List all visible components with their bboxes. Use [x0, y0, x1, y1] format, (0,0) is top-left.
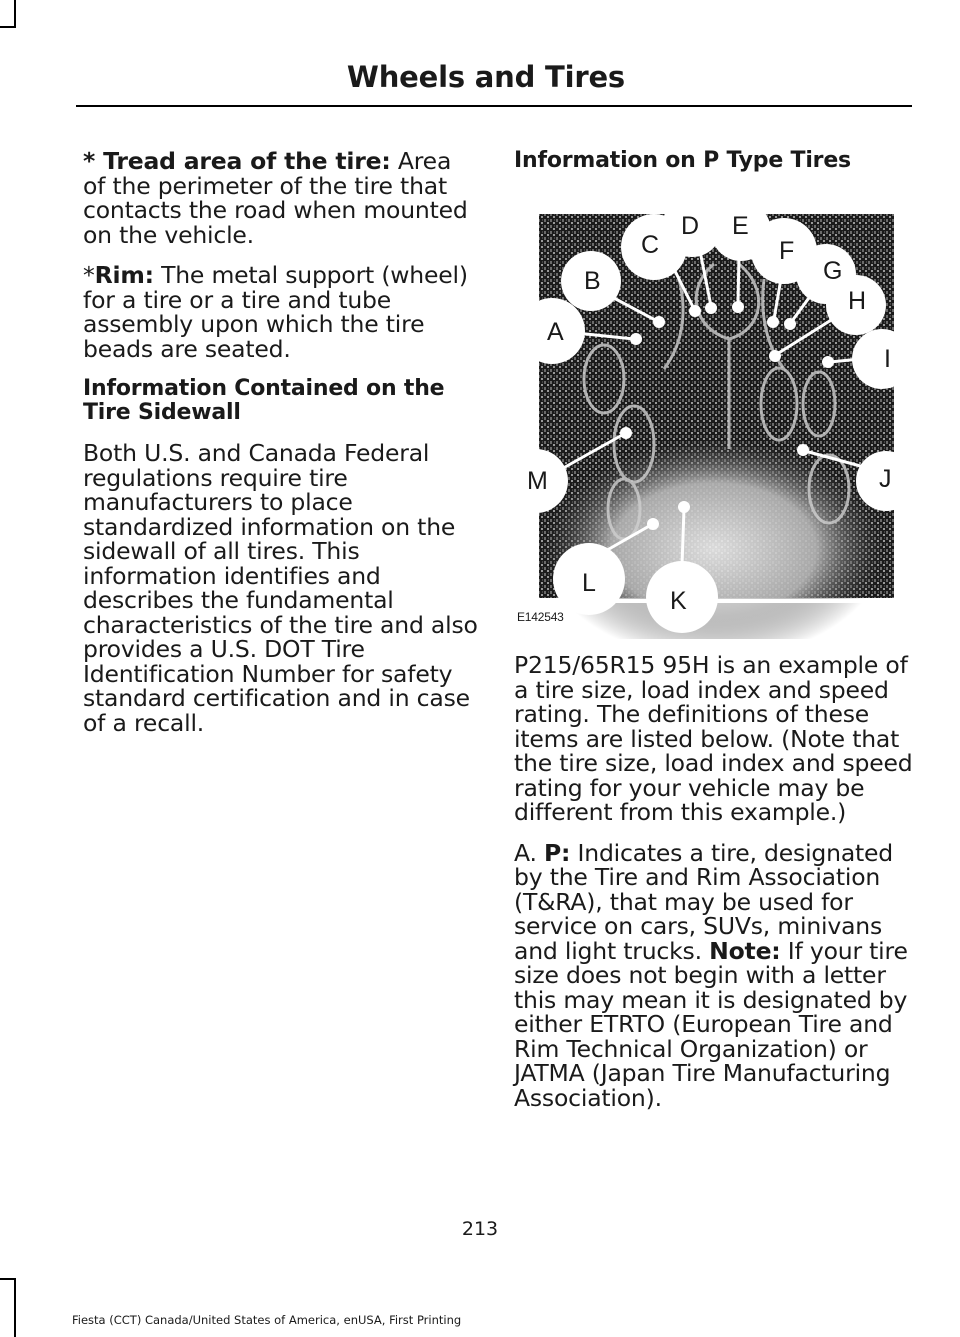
tire-sidewall-figure — [514, 189, 906, 639]
callout-j: J — [879, 465, 892, 493]
tire-size-example: P215/65R15 95H is an example of a tire size, load index and speed rating. The definitions of these items are listed below. (Note that the tire size, load index and speed rating for your vehicle may be different from this example.) — [514, 651, 913, 826]
item-a — [514, 838, 914, 1112]
item-a-text: Indicates a tire, designated by the Tire and Rim Association (T&RA), that may be used for service on cars, SUVs, minivans and light trucks. — [514, 838, 894, 965]
rim-text: The metal support (wheel) for a tire or a tire and tube assembly upon which the tire beads are seated. — [83, 261, 468, 363]
page-number: 213 — [461, 1218, 499, 1240]
page-title: Wheels and Tires — [346, 60, 625, 94]
callout-a: A — [547, 318, 564, 346]
callout-c: C — [641, 231, 659, 259]
footer-text: Fiesta (CCT) Canada/United States of America, enUSA, First Printing — [72, 1313, 462, 1327]
tread-text: Area of the perimeter of the tire that contacts the road when mounted on the vehicle. — [83, 147, 468, 249]
callout-d: D — [681, 212, 699, 240]
rim-term: Rim: — [94, 261, 154, 289]
sidewall-heading: Information Contained on the Tire Sidewall — [83, 376, 445, 425]
crop-mark — [14, 1278, 16, 1337]
callout-g: G — [823, 257, 843, 285]
tire-illustration — [514, 189, 906, 639]
callout-e: E — [732, 212, 749, 240]
crop-mark — [14, 0, 16, 28]
figure-code: E142543 — [517, 610, 564, 624]
rim-prefix: * — [83, 261, 95, 289]
right-column — [514, 149, 914, 1126]
header-rule — [76, 105, 912, 107]
note-text: If your tire size does not begin with a letter this may mean it is designated by either ETRTO (European Tire and Rim Technical Organization) or JATMA (Japan Tire Manufacturing Association). — [514, 936, 908, 1112]
callout-l: L — [582, 569, 596, 597]
crop-mark — [0, 26, 16, 28]
crop-mark — [0, 1278, 16, 1280]
p-type-heading: Information on P Type Tires — [514, 148, 851, 173]
item-a-term: P: — [544, 838, 571, 867]
rim-definition — [83, 263, 479, 361]
item-a-prefix: A. — [514, 838, 545, 867]
callout-h: H — [848, 287, 866, 315]
callout-b: B — [584, 267, 601, 295]
callout-m: M — [527, 467, 548, 495]
tread-definition — [83, 149, 479, 247]
tread-term: * Tread area of the tire: — [83, 147, 391, 175]
callout-k: K — [670, 587, 687, 615]
callout-f: F — [779, 237, 795, 265]
sidewall-body: Both U.S. and Canada Federal regulations require tire manufacturers to place standardized information on the sidewall of all tires. This information identifies and describes the fundamental characteristics of the tire and also provides a U.S. DOT Tire Identification Number for safety standard certification and in case of a recall. — [83, 439, 478, 737]
callout-i: I — [884, 345, 891, 373]
note-term: Note: — [709, 936, 781, 965]
left-column — [83, 149, 479, 751]
